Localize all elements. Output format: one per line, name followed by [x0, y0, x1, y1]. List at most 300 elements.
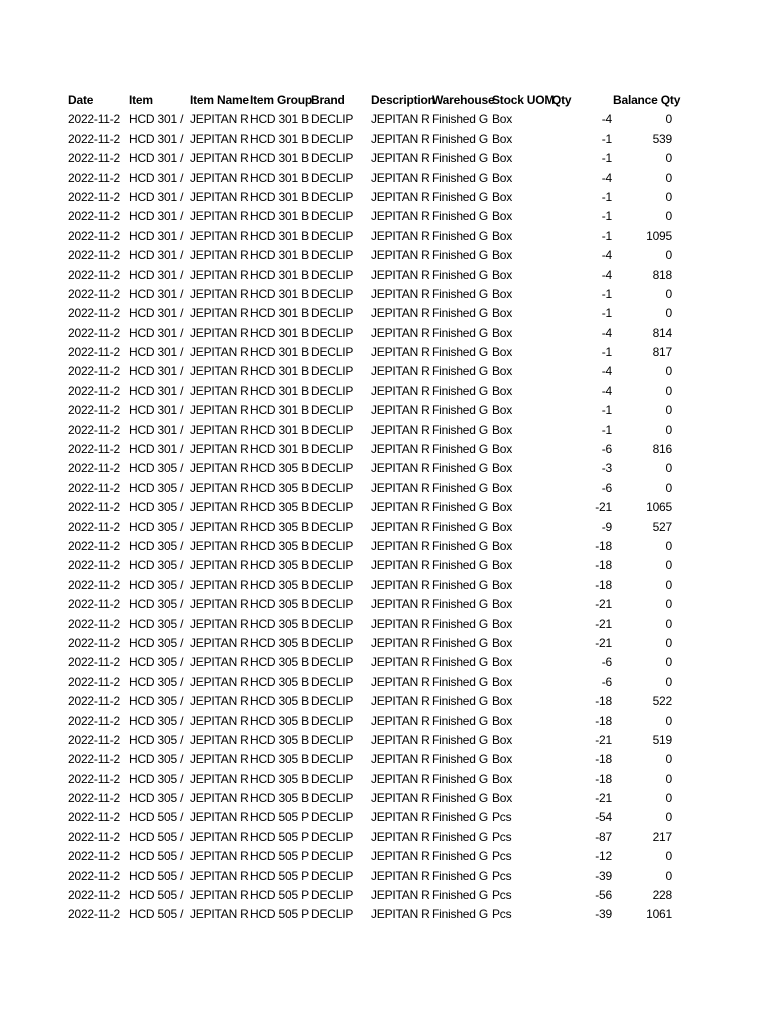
cell-item-name: JEPITAN R [190, 732, 249, 747]
column-header-item-group: Item Group [250, 93, 313, 107]
cell-item-name: JEPITAN R [190, 907, 249, 922]
cell-warehouse: Finished G [432, 538, 489, 553]
cell-date: 2022-11-2 [68, 461, 121, 476]
cell-item: HCD 301 / [129, 151, 184, 166]
table-row [0, 886, 768, 905]
cell-item-group: HCD 301 B [250, 170, 309, 185]
cell-date: 2022-11-2 [68, 248, 121, 263]
cell-item-name: JEPITAN R [190, 655, 249, 670]
cell-qty: -21 [595, 791, 612, 806]
cell-date: 2022-11-2 [68, 403, 121, 418]
cell-date: 2022-11-2 [68, 131, 121, 146]
cell-qty: -1 [601, 151, 612, 166]
cell-description: JEPITAN R [371, 713, 430, 728]
cell-stock-uom: Box [492, 325, 513, 340]
cell-warehouse: Finished G [432, 383, 489, 398]
cell-stock-uom: Box [492, 170, 513, 185]
table-row [0, 518, 768, 537]
table-row [0, 808, 768, 827]
cell-brand: DECLIP [311, 112, 354, 127]
cell-warehouse: Finished G [432, 907, 489, 922]
cell-balance-qty: 0 [665, 655, 672, 670]
cell-brand: DECLIP [311, 480, 354, 495]
cell-description: JEPITAN R [371, 500, 430, 515]
cell-date: 2022-11-2 [68, 286, 121, 301]
cell-item-name: JEPITAN R [190, 519, 249, 534]
cell-item: HCD 305 / [129, 694, 184, 709]
cell-item-name: JEPITAN R [190, 112, 249, 127]
cell-date: 2022-11-2 [68, 209, 121, 224]
cell-balance-qty: 1095 [646, 228, 672, 243]
cell-qty: -12 [595, 849, 612, 864]
cell-brand: DECLIP [311, 888, 354, 903]
cell-stock-uom: Box [492, 480, 513, 495]
table-row [0, 847, 768, 866]
cell-date: 2022-11-2 [68, 810, 121, 825]
cell-description: JEPITAN R [371, 461, 430, 476]
cell-stock-uom: Box [492, 422, 513, 437]
table-row [0, 673, 768, 692]
cell-description: JEPITAN R [371, 849, 430, 864]
cell-item-group: HCD 305 B [250, 577, 309, 592]
cell-date: 2022-11-2 [68, 732, 121, 747]
cell-item: HCD 301 / [129, 325, 184, 340]
cell-qty: -18 [595, 752, 612, 767]
cell-date: 2022-11-2 [68, 364, 121, 379]
cell-item: HCD 305 / [129, 480, 184, 495]
table-row [0, 266, 768, 285]
cell-warehouse: Finished G [432, 635, 489, 650]
table-row [0, 867, 768, 886]
cell-brand: DECLIP [311, 597, 354, 612]
cell-qty: -4 [601, 248, 612, 263]
cell-item: HCD 305 / [129, 597, 184, 612]
cell-item: HCD 301 / [129, 364, 184, 379]
table-row [0, 770, 768, 789]
cell-balance-qty: 0 [665, 189, 672, 204]
cell-stock-uom: Box [492, 538, 513, 553]
cell-description: JEPITAN R [371, 810, 430, 825]
cell-item: HCD 301 / [129, 306, 184, 321]
cell-item: HCD 301 / [129, 286, 184, 301]
cell-date: 2022-11-2 [68, 771, 121, 786]
cell-item: HCD 305 / [129, 713, 184, 728]
table-row [0, 440, 768, 459]
cell-item-group: HCD 301 B [250, 345, 309, 360]
cell-warehouse: Finished G [432, 577, 489, 592]
table-row [0, 905, 768, 924]
cell-qty: -18 [595, 577, 612, 592]
cell-brand: DECLIP [311, 771, 354, 786]
cell-balance-qty: 1061 [646, 907, 672, 922]
cell-item-name: JEPITAN R [190, 771, 249, 786]
cell-description: JEPITAN R [371, 655, 430, 670]
cell-description: JEPITAN R [371, 306, 430, 321]
table-row [0, 750, 768, 769]
column-header-warehouse: Warehouse [432, 93, 495, 107]
cell-item-group: HCD 301 B [250, 131, 309, 146]
cell-qty: -1 [601, 286, 612, 301]
column-header-balance-qty: Balance Qty [613, 93, 681, 107]
cell-brand: DECLIP [311, 829, 354, 844]
cell-description: JEPITAN R [371, 442, 430, 457]
cell-stock-uom: Box [492, 791, 513, 806]
cell-item-group: HCD 505 P [250, 907, 309, 922]
cell-qty: -1 [601, 228, 612, 243]
cell-brand: DECLIP [311, 694, 354, 709]
cell-brand: DECLIP [311, 170, 354, 185]
cell-description: JEPITAN R [371, 364, 430, 379]
cell-date: 2022-11-2 [68, 829, 121, 844]
cell-stock-uom: Box [492, 209, 513, 224]
cell-date: 2022-11-2 [68, 442, 121, 457]
cell-warehouse: Finished G [432, 403, 489, 418]
cell-qty: -4 [601, 383, 612, 398]
cell-item-group: HCD 305 B [250, 791, 309, 806]
cell-stock-uom: Box [492, 616, 513, 631]
cell-item-name: JEPITAN R [190, 538, 249, 553]
cell-date: 2022-11-2 [68, 170, 121, 185]
table-row [0, 207, 768, 226]
cell-date: 2022-11-2 [68, 480, 121, 495]
cell-balance-qty: 0 [665, 248, 672, 263]
cell-item-group: HCD 305 B [250, 694, 309, 709]
cell-qty: -1 [601, 422, 612, 437]
cell-item-group: HCD 305 B [250, 597, 309, 612]
cell-stock-uom: Box [492, 151, 513, 166]
cell-item-group: HCD 505 P [250, 868, 309, 883]
cell-warehouse: Finished G [432, 228, 489, 243]
cell-qty: -1 [601, 189, 612, 204]
cell-item-name: JEPITAN R [190, 829, 249, 844]
cell-item-name: JEPITAN R [190, 888, 249, 903]
cell-item: HCD 305 / [129, 674, 184, 689]
stock-ledger-table [0, 91, 768, 925]
cell-description: JEPITAN R [371, 267, 430, 282]
cell-date: 2022-11-2 [68, 267, 121, 282]
cell-warehouse: Finished G [432, 888, 489, 903]
cell-balance-qty: 0 [665, 306, 672, 321]
cell-date: 2022-11-2 [68, 888, 121, 903]
cell-item-group: HCD 305 B [250, 752, 309, 767]
cell-balance-qty: 527 [652, 519, 672, 534]
cell-item-group: HCD 305 B [250, 519, 309, 534]
cell-item: HCD 301 / [129, 170, 184, 185]
cell-balance-qty: 0 [665, 849, 672, 864]
cell-brand: DECLIP [311, 228, 354, 243]
cell-item-group: HCD 505 P [250, 829, 309, 844]
cell-balance-qty: 0 [665, 597, 672, 612]
cell-item-name: JEPITAN R [190, 635, 249, 650]
cell-item-group: HCD 301 B [250, 248, 309, 263]
cell-item-name: JEPITAN R [190, 248, 249, 263]
cell-warehouse: Finished G [432, 131, 489, 146]
cell-qty: -3 [601, 461, 612, 476]
cell-stock-uom: Box [492, 364, 513, 379]
cell-item-group: HCD 305 B [250, 461, 309, 476]
cell-warehouse: Finished G [432, 189, 489, 204]
cell-date: 2022-11-2 [68, 868, 121, 883]
cell-date: 2022-11-2 [68, 189, 121, 204]
cell-stock-uom: Pcs [492, 849, 512, 864]
column-header-description: Description [371, 93, 435, 107]
cell-stock-uom: Box [492, 461, 513, 476]
cell-item: HCD 505 / [129, 868, 184, 883]
table-row [0, 692, 768, 711]
cell-balance-qty: 0 [665, 170, 672, 185]
cell-description: JEPITAN R [371, 131, 430, 146]
cell-qty: -1 [601, 403, 612, 418]
cell-brand: DECLIP [311, 325, 354, 340]
cell-description: JEPITAN R [371, 674, 430, 689]
cell-warehouse: Finished G [432, 209, 489, 224]
cell-brand: DECLIP [311, 791, 354, 806]
cell-balance-qty: 0 [665, 558, 672, 573]
cell-balance-qty: 0 [665, 209, 672, 224]
cell-warehouse: Finished G [432, 364, 489, 379]
cell-stock-uom: Box [492, 248, 513, 263]
cell-date: 2022-11-2 [68, 597, 121, 612]
cell-balance-qty: 0 [665, 810, 672, 825]
cell-item-group: HCD 305 B [250, 480, 309, 495]
cell-item-group: HCD 301 B [250, 209, 309, 224]
cell-brand: DECLIP [311, 286, 354, 301]
cell-qty: -6 [601, 655, 612, 670]
cell-item-name: JEPITAN R [190, 597, 249, 612]
cell-description: JEPITAN R [371, 868, 430, 883]
cell-brand: DECLIP [311, 519, 354, 534]
cell-warehouse: Finished G [432, 810, 489, 825]
cell-warehouse: Finished G [432, 151, 489, 166]
cell-item-group: HCD 505 P [250, 849, 309, 864]
cell-warehouse: Finished G [432, 829, 489, 844]
cell-stock-uom: Box [492, 752, 513, 767]
cell-description: JEPITAN R [371, 888, 430, 903]
cell-balance-qty: 0 [665, 771, 672, 786]
cell-qty: -4 [601, 364, 612, 379]
cell-item: HCD 305 / [129, 461, 184, 476]
cell-item-group: HCD 301 B [250, 286, 309, 301]
cell-qty: -18 [595, 694, 612, 709]
cell-item-group: HCD 301 B [250, 306, 309, 321]
cell-description: JEPITAN R [371, 151, 430, 166]
cell-item-name: JEPITAN R [190, 170, 249, 185]
cell-qty: -39 [595, 868, 612, 883]
cell-balance-qty: 0 [665, 635, 672, 650]
cell-qty: -21 [595, 616, 612, 631]
cell-item-group: HCD 305 B [250, 635, 309, 650]
cell-qty: -39 [595, 907, 612, 922]
cell-brand: DECLIP [311, 655, 354, 670]
table-row [0, 828, 768, 847]
table-row [0, 304, 768, 323]
cell-description: JEPITAN R [371, 538, 430, 553]
cell-item: HCD 301 / [129, 403, 184, 418]
cell-description: JEPITAN R [371, 694, 430, 709]
cell-brand: DECLIP [311, 849, 354, 864]
cell-stock-uom: Box [492, 694, 513, 709]
cell-balance-qty: 0 [665, 461, 672, 476]
cell-description: JEPITAN R [371, 635, 430, 650]
cell-date: 2022-11-2 [68, 655, 121, 670]
cell-item: HCD 305 / [129, 500, 184, 515]
cell-balance-qty: 0 [665, 791, 672, 806]
cell-item: HCD 505 / [129, 888, 184, 903]
cell-stock-uom: Pcs [492, 868, 512, 883]
table-row [0, 653, 768, 672]
cell-warehouse: Finished G [432, 500, 489, 515]
cell-brand: DECLIP [311, 422, 354, 437]
cell-item-group: HCD 301 B [250, 383, 309, 398]
cell-date: 2022-11-2 [68, 849, 121, 864]
cell-warehouse: Finished G [432, 306, 489, 321]
cell-brand: DECLIP [311, 151, 354, 166]
cell-description: JEPITAN R [371, 286, 430, 301]
cell-balance-qty: 0 [665, 383, 672, 398]
cell-item: HCD 301 / [129, 345, 184, 360]
cell-balance-qty: 0 [665, 403, 672, 418]
cell-description: JEPITAN R [371, 791, 430, 806]
cell-item: HCD 505 / [129, 849, 184, 864]
cell-qty: -4 [601, 267, 612, 282]
cell-date: 2022-11-2 [68, 577, 121, 592]
cell-item-name: JEPITAN R [190, 791, 249, 806]
cell-balance-qty: 0 [665, 868, 672, 883]
cell-item-group: HCD 301 B [250, 228, 309, 243]
cell-balance-qty: 0 [665, 713, 672, 728]
cell-item-name: JEPITAN R [190, 616, 249, 631]
cell-balance-qty: 522 [652, 694, 672, 709]
cell-balance-qty: 0 [665, 538, 672, 553]
cell-date: 2022-11-2 [68, 306, 121, 321]
cell-item: HCD 301 / [129, 442, 184, 457]
cell-item: HCD 305 / [129, 538, 184, 553]
cell-balance-qty: 0 [665, 364, 672, 379]
cell-date: 2022-11-2 [68, 383, 121, 398]
cell-item: HCD 505 / [129, 907, 184, 922]
table-row [0, 362, 768, 381]
cell-item: HCD 301 / [129, 248, 184, 263]
cell-stock-uom: Box [492, 383, 513, 398]
cell-qty: -18 [595, 771, 612, 786]
cell-qty: -1 [601, 345, 612, 360]
cell-description: JEPITAN R [371, 597, 430, 612]
cell-warehouse: Finished G [432, 713, 489, 728]
cell-date: 2022-11-2 [68, 635, 121, 650]
table-row [0, 498, 768, 517]
cell-item: HCD 301 / [129, 112, 184, 127]
cell-balance-qty: 0 [665, 151, 672, 166]
cell-item-name: JEPITAN R [190, 558, 249, 573]
cell-date: 2022-11-2 [68, 422, 121, 437]
table-row [0, 285, 768, 304]
cell-date: 2022-11-2 [68, 500, 121, 515]
table-row [0, 421, 768, 440]
cell-stock-uom: Box [492, 519, 513, 534]
cell-item-name: JEPITAN R [190, 306, 249, 321]
cell-date: 2022-11-2 [68, 538, 121, 553]
cell-warehouse: Finished G [432, 519, 489, 534]
cell-item-name: JEPITAN R [190, 442, 249, 457]
cell-balance-qty: 0 [665, 674, 672, 689]
cell-description: JEPITAN R [371, 403, 430, 418]
cell-qty: -4 [601, 325, 612, 340]
cell-warehouse: Finished G [432, 791, 489, 806]
cell-item-group: HCD 301 B [250, 422, 309, 437]
cell-item-name: JEPITAN R [190, 713, 249, 728]
cell-date: 2022-11-2 [68, 694, 121, 709]
table-row [0, 595, 768, 614]
cell-description: JEPITAN R [371, 228, 430, 243]
cell-brand: DECLIP [311, 461, 354, 476]
cell-item: HCD 301 / [129, 131, 184, 146]
cell-date: 2022-11-2 [68, 325, 121, 340]
cell-item: HCD 305 / [129, 752, 184, 767]
cell-brand: DECLIP [311, 403, 354, 418]
cell-brand: DECLIP [311, 131, 354, 146]
cell-date: 2022-11-2 [68, 228, 121, 243]
table-row [0, 382, 768, 401]
cell-qty: -18 [595, 558, 612, 573]
cell-item-group: HCD 305 B [250, 771, 309, 786]
cell-description: JEPITAN R [371, 112, 430, 127]
cell-qty: -21 [595, 597, 612, 612]
column-header-qty: Qty [552, 93, 572, 107]
cell-item-name: JEPITAN R [190, 810, 249, 825]
cell-item: HCD 505 / [129, 810, 184, 825]
cell-item-group: HCD 305 B [250, 616, 309, 631]
cell-warehouse: Finished G [432, 558, 489, 573]
cell-stock-uom: Box [492, 306, 513, 321]
cell-brand: DECLIP [311, 577, 354, 592]
cell-item: HCD 305 / [129, 655, 184, 670]
cell-balance-qty: 0 [665, 752, 672, 767]
cell-description: JEPITAN R [371, 752, 430, 767]
cell-item-group: HCD 305 B [250, 500, 309, 515]
cell-description: JEPITAN R [371, 325, 430, 340]
cell-stock-uom: Box [492, 732, 513, 747]
cell-warehouse: Finished G [432, 248, 489, 263]
cell-date: 2022-11-2 [68, 345, 121, 360]
cell-qty: -1 [601, 131, 612, 146]
cell-warehouse: Finished G [432, 868, 489, 883]
cell-description: JEPITAN R [371, 907, 430, 922]
cell-date: 2022-11-2 [68, 907, 121, 922]
table-row [0, 576, 768, 595]
table-row [0, 130, 768, 149]
cell-item-name: JEPITAN R [190, 383, 249, 398]
cell-balance-qty: 228 [652, 888, 672, 903]
cell-brand: DECLIP [311, 538, 354, 553]
cell-stock-uom: Box [492, 655, 513, 670]
cell-warehouse: Finished G [432, 286, 489, 301]
cell-item-group: HCD 301 B [250, 325, 309, 340]
cell-item-group: HCD 305 B [250, 674, 309, 689]
cell-brand: DECLIP [311, 442, 354, 457]
cell-description: JEPITAN R [371, 209, 430, 224]
cell-warehouse: Finished G [432, 597, 489, 612]
cell-qty: -18 [595, 713, 612, 728]
table-row [0, 634, 768, 653]
cell-item-group: HCD 301 B [250, 151, 309, 166]
cell-item-name: JEPITAN R [190, 228, 249, 243]
cell-item-name: JEPITAN R [190, 422, 249, 437]
table-body [0, 110, 768, 924]
cell-item: HCD 505 / [129, 829, 184, 844]
cell-item-name: JEPITAN R [190, 325, 249, 340]
table-row [0, 110, 768, 129]
cell-description: JEPITAN R [371, 248, 430, 263]
